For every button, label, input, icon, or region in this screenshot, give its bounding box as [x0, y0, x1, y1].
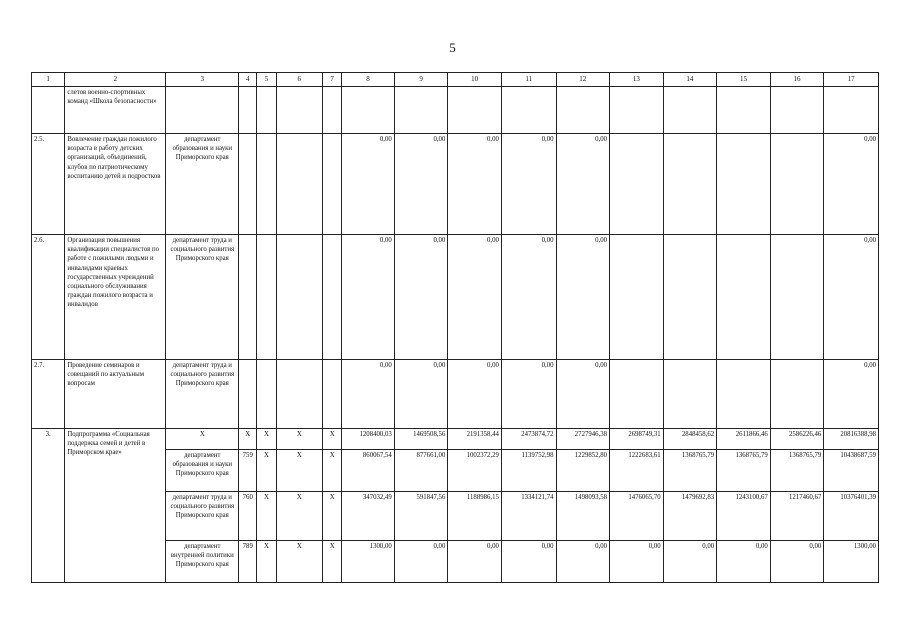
- total-cell: 1300,00: [824, 541, 879, 583]
- header-cell: 1: [32, 73, 65, 87]
- value-cell: 1479692,83: [663, 492, 717, 541]
- value-cell: 1229852,80: [556, 450, 610, 492]
- value-cell: 0,00: [556, 235, 610, 360]
- code-cell: X: [323, 429, 342, 450]
- department: департамент труда и социального развития Приморского края: [166, 492, 239, 541]
- department: департамент образования и науки Приморского края: [166, 134, 239, 235]
- value-cell: 0,00: [342, 134, 395, 235]
- value-cell: 2473874,72: [501, 429, 556, 450]
- value-cell: 0,00: [501, 235, 556, 360]
- value-cell: 0,00: [394, 235, 448, 360]
- code-cell: X: [276, 541, 322, 583]
- value-cell: 1368765,79: [770, 450, 824, 492]
- value-cell: 2848458,62: [663, 429, 717, 450]
- row-number: 2.5.: [32, 134, 65, 235]
- department: департамент внутренней политики Приморского края: [166, 541, 239, 583]
- value-cell: 0,00: [556, 360, 610, 429]
- measure-name: слетов военно-спортивных команд «Школа безопасности»: [65, 87, 166, 134]
- department: департамент труда и социального развития Приморского края: [166, 235, 239, 360]
- header-cell: 15: [717, 73, 771, 87]
- value-cell: 0,00: [717, 541, 771, 583]
- header-cell: 5: [257, 73, 276, 87]
- header-cell: 2: [65, 73, 166, 87]
- code-cell: X: [276, 450, 322, 492]
- row-number: 2.6.: [32, 235, 65, 360]
- measure-name: Подпрограмма «Социальная поддержка семей и детей в Приморском крае»: [65, 429, 166, 583]
- value-cell: 0,00: [394, 134, 448, 235]
- value-cell: 1368765,79: [717, 450, 771, 492]
- value-cell: 0,00: [448, 360, 502, 429]
- value-cell: 0,00: [610, 541, 664, 583]
- department: X: [166, 429, 239, 450]
- header-cell: 11: [501, 73, 556, 87]
- header-row: [32, 73, 879, 87]
- value-cell: 0,00: [448, 541, 502, 583]
- header-cell: 13: [610, 73, 664, 87]
- page-number: 5: [449, 40, 456, 55]
- row-number: 3.: [32, 429, 65, 583]
- value-cell: 1469508,56: [394, 429, 448, 450]
- value-cell: 2611866,46: [717, 429, 771, 450]
- value-cell: 347032,49: [342, 492, 395, 541]
- value-cell: 1188986,15: [448, 492, 502, 541]
- measure-name: Проведение семинаров и совещаний по актуальным вопросам: [65, 360, 166, 429]
- value-cell: 877661,00: [394, 450, 448, 492]
- total-cell: 0,00: [824, 134, 879, 235]
- total-cell: 10376401,39: [824, 492, 879, 541]
- header-cell: 4: [239, 73, 257, 87]
- code-cell: X: [257, 541, 276, 583]
- measure-name: Организация повышения квалификации специалистов по работе с пожилыми людьми и инвалидами краевых государственных учреждений социального обслуживания граждан пожилого возраста и инвалидов: [65, 235, 166, 360]
- value-cell: 1476065,70: [610, 492, 664, 541]
- value-cell: 1498093,58: [556, 492, 610, 541]
- header-cell: 6: [276, 73, 322, 87]
- measure-name: Вовлечение граждан пожилого возраста в работу детских организаций, объединений, клубов по патриотическому воспитанию детей и подростков: [65, 134, 166, 235]
- value-cell: 0,00: [556, 541, 610, 583]
- table-row: [32, 134, 879, 235]
- code-cell: X: [239, 429, 257, 450]
- header-cell: 16: [770, 73, 824, 87]
- value-cell: 1217460,67: [770, 492, 824, 541]
- value-cell: 0,00: [501, 134, 556, 235]
- value-cell: 0,00: [448, 134, 502, 235]
- code-cell: X: [276, 429, 322, 450]
- total-cell: 20816388,98: [824, 429, 879, 450]
- total-cell: 10438687,59: [824, 450, 879, 492]
- header-cell: 3: [166, 73, 239, 87]
- header-cell: 14: [663, 73, 717, 87]
- value-cell: 1139752,98: [501, 450, 556, 492]
- value-cell: 0,00: [770, 541, 824, 583]
- value-cell: 2586226,46: [770, 429, 824, 450]
- header-cell: 12: [556, 73, 610, 87]
- code-cell: X: [323, 492, 342, 541]
- value-cell: 2698749,31: [610, 429, 664, 450]
- code-cell: X: [257, 450, 276, 492]
- code-cell: 759: [239, 450, 257, 492]
- department: департамент образования и науки Приморского края: [166, 450, 239, 492]
- value-cell: 591847,56: [394, 492, 448, 541]
- value-cell: 1300,00: [342, 541, 395, 583]
- code-cell: X: [257, 429, 276, 450]
- code-cell: X: [276, 492, 322, 541]
- header-cell: 17: [824, 73, 879, 87]
- row-number: 2.7.: [32, 360, 65, 429]
- value-cell: 0,00: [342, 360, 395, 429]
- value-cell: 0,00: [556, 134, 610, 235]
- value-cell: 0,00: [448, 235, 502, 360]
- code-cell: X: [257, 492, 276, 541]
- header-cell: 9: [394, 73, 448, 87]
- value-cell: 2191358,44: [448, 429, 502, 450]
- code-cell: 760: [239, 492, 257, 541]
- table-row: [32, 87, 879, 134]
- value-cell: 0,00: [501, 541, 556, 583]
- value-cell: 1222683,61: [610, 450, 664, 492]
- value-cell: 1334121,74: [501, 492, 556, 541]
- value-cell: 860067,54: [342, 450, 395, 492]
- value-cell: 0,00: [394, 360, 448, 429]
- value-cell: 0,00: [394, 541, 448, 583]
- header-cell: 7: [323, 73, 342, 87]
- value-cell: 0,00: [501, 360, 556, 429]
- value-cell: 1208400,03: [342, 429, 395, 450]
- program-table: [31, 72, 879, 583]
- department: департамент труда и социального развития Приморского края: [166, 360, 239, 429]
- value-cell: 0,00: [663, 541, 717, 583]
- value-cell: 2727946,38: [556, 429, 610, 450]
- total-cell: 0,00: [824, 235, 879, 360]
- code-cell: X: [323, 450, 342, 492]
- code-cell: X: [323, 541, 342, 583]
- table-row: [32, 429, 879, 450]
- total-cell: 0,00: [824, 360, 879, 429]
- table-row: [32, 360, 879, 429]
- table-row: [32, 235, 879, 360]
- header-cell: 10: [448, 73, 502, 87]
- header-cell: 8: [342, 73, 395, 87]
- value-cell: 1243100,67: [717, 492, 771, 541]
- value-cell: 0,00: [342, 235, 395, 360]
- value-cell: 1368765,79: [663, 450, 717, 492]
- code-cell: 789: [239, 541, 257, 583]
- value-cell: 1002372,29: [448, 450, 502, 492]
